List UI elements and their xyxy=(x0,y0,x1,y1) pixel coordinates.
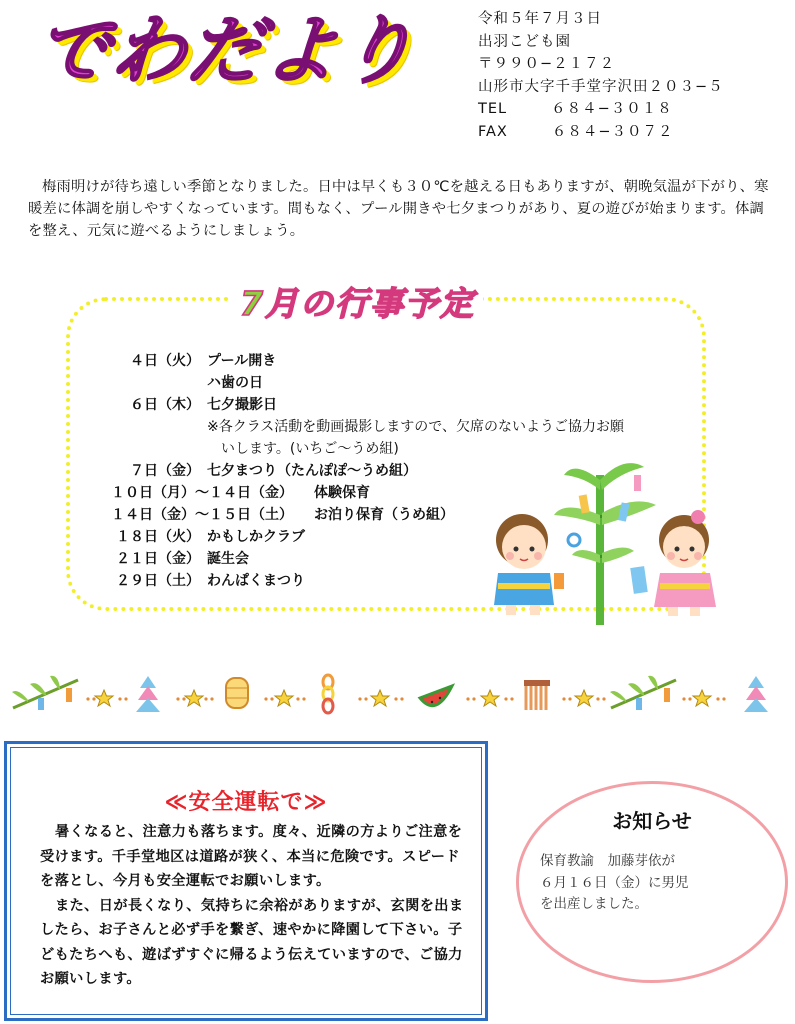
event-text: わんぱくまつり xyxy=(207,573,305,589)
star-icon xyxy=(575,690,593,706)
bamboo-icon xyxy=(554,463,656,625)
girl-icon xyxy=(630,510,716,616)
event-date: ４日（火） xyxy=(130,353,200,369)
star-icon xyxy=(481,690,499,706)
tanabata-illustration xyxy=(484,455,724,625)
event-date: １８日（火） xyxy=(116,529,200,545)
fax-number: ６８４−３０７２ xyxy=(551,123,674,140)
event-note: ※各クラス活動を動画撮影しますので、欠席のないようご協力お願 xyxy=(207,419,625,435)
safety-body xyxy=(40,820,468,992)
notice-line: を出産しました。 xyxy=(540,896,648,912)
event-date: １０日（月）～１４日（金） xyxy=(111,485,293,501)
header-info xyxy=(478,8,724,143)
intro-paragraph: 梅雨明けが待ち遠しい季節となりました。日中は早くも３０℃を越える日もありますが、朝晩気温が下がり、寒暖差に体調を崩しやすくなっています。間もなく、プール開きや七夕まつりがあり、夏の遊びが始まります。体調を整え、元気に遊べるようにしましょう。 xyxy=(28,179,769,239)
event-date: ７日（金） xyxy=(130,463,200,479)
star-icon xyxy=(185,690,203,706)
event-text: お泊り保育（うめ組） xyxy=(314,507,454,523)
event-text: 体験保育 xyxy=(314,485,370,501)
postal-code: 〒９９０−２１７２ xyxy=(478,56,616,72)
issue-date: 令和５年７月３日 xyxy=(478,11,602,27)
kazari-icon xyxy=(136,676,160,712)
paper-chain-icon xyxy=(323,675,333,713)
fax-label: FAX xyxy=(478,123,508,140)
boy-icon xyxy=(494,514,564,615)
notice-title: お知らせ xyxy=(612,809,692,833)
address: 山形市大字千手堂字沢田２０３−５ xyxy=(478,78,724,95)
bamboo-sprig-icon xyxy=(610,676,676,710)
safety-title: ≪安全運転で≫ xyxy=(164,790,328,815)
schedule-title: 7月の行事予定 xyxy=(232,278,483,325)
kazari-icon xyxy=(744,676,768,712)
watermelon-icon xyxy=(420,686,452,706)
notice-line: 保育教諭 加藤芽依が xyxy=(540,853,675,869)
star-icon xyxy=(95,690,113,706)
event-note: いします。(いちご～うめ組) xyxy=(207,441,399,457)
event-text: プール開き xyxy=(207,353,277,369)
tel-label: TEL xyxy=(478,101,508,117)
event-text: 誕生会 xyxy=(207,551,249,567)
tel-line xyxy=(478,98,724,121)
star-icon xyxy=(693,690,711,706)
event-date: ２１日（金） xyxy=(116,551,200,567)
tel-number: ６８４−３０１８ xyxy=(551,101,673,117)
notice-body xyxy=(540,851,740,916)
event-text: 七夕撮影日 xyxy=(207,397,277,413)
star-icon xyxy=(371,690,389,706)
org-name: 出羽こども園 xyxy=(478,33,571,50)
notice-line: ６月１６日（金）に男児 xyxy=(540,874,689,891)
safety-paragraph: また、日が長くなり、気持ちに余裕がありますが、玄関を出ましたら、お子さんと必ず手を繋ぎ、速やかに降園して下さい。子どもたちへも、遊ばずすぐに帰るよう伝えていますので、ご協力お願いします。 xyxy=(40,897,464,987)
lantern-icon xyxy=(226,678,248,708)
event-text: 七夕まつり（たんぽぽ～うめ組） xyxy=(207,463,417,479)
event-text: ハ歯の日 xyxy=(207,375,263,391)
newsletter-title: でわだより xyxy=(31,8,421,94)
star-icon xyxy=(275,690,293,706)
event-date: １４日（金）～１５日（土） xyxy=(111,507,293,523)
bamboo-sprig-icon xyxy=(12,676,78,710)
event-date: ６日（木） xyxy=(130,397,200,413)
streamer-icon xyxy=(524,680,550,710)
event-text: かもしかクラブ xyxy=(207,529,305,545)
event-date: ２９日（土） xyxy=(116,573,200,589)
safety-paragraph: 暑くなると、注意力も落ちます。度々、近隣の方よりご注意を受けます。千手堂地区は道路が狭く、本当に危険です。スピードを落とし、今月も安全運転でお願いします。 xyxy=(40,824,463,889)
fax-line xyxy=(478,121,724,144)
tanabata-garland xyxy=(8,668,788,716)
